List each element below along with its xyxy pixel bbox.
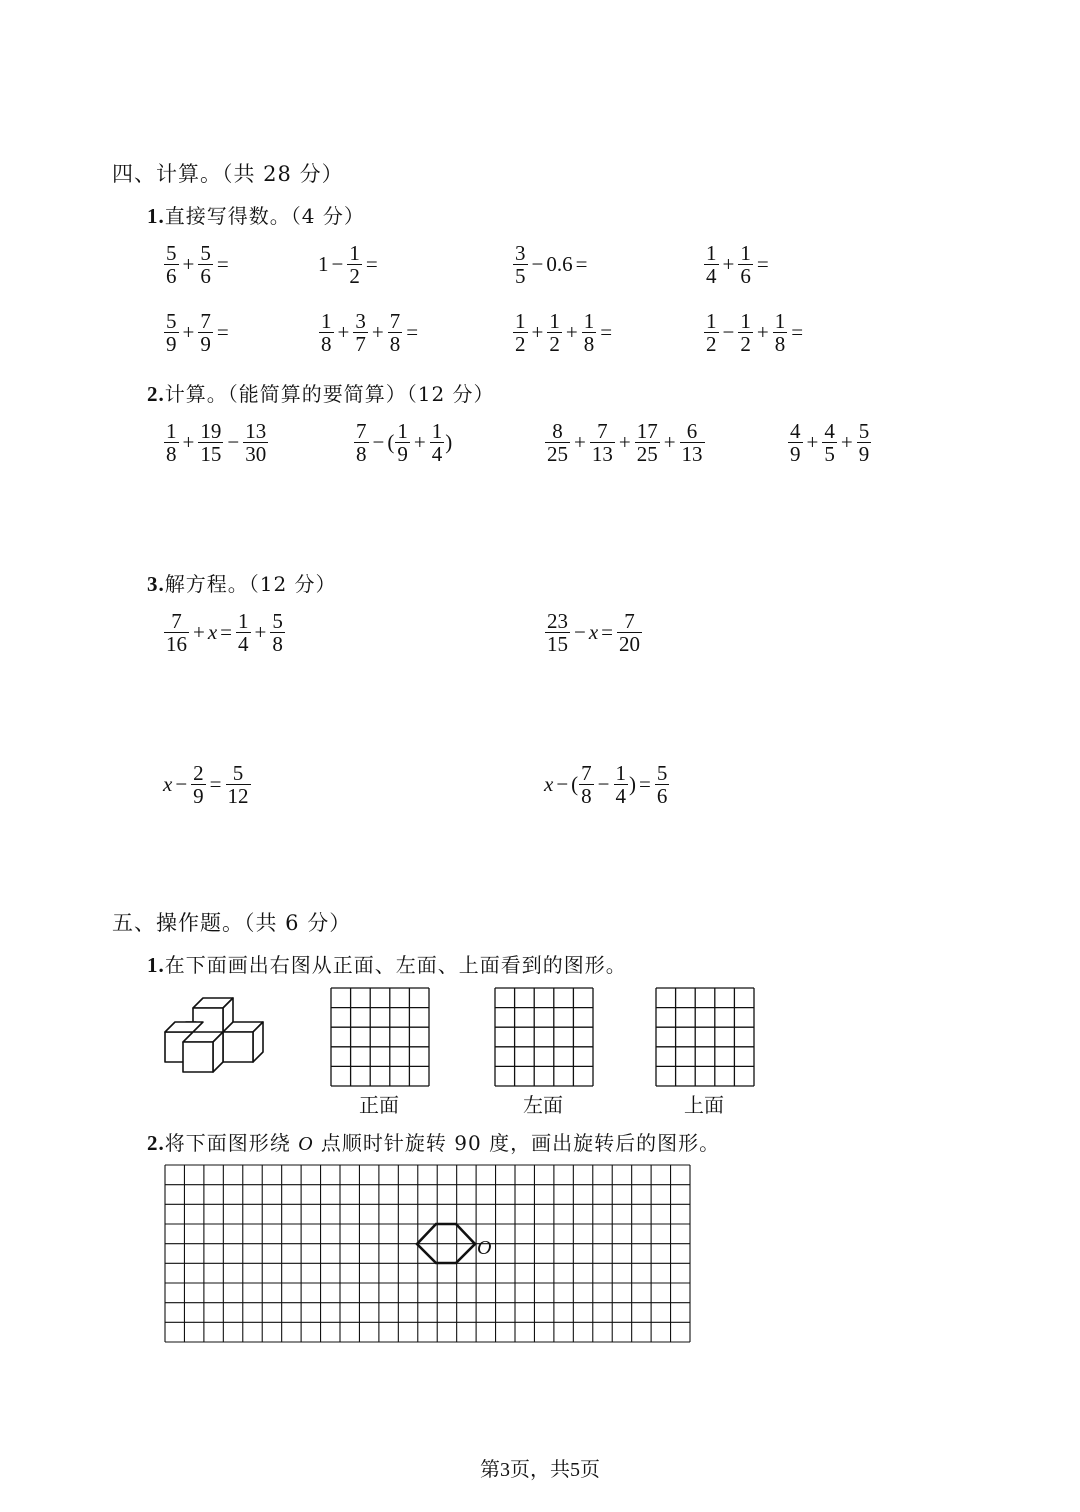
question-number: 2. (147, 382, 165, 406)
fraction: $\frac{5}{6}$ (166, 241, 177, 288)
fraction: $\frac{1}{2}$ (349, 241, 360, 288)
equation: x − ( $\frac{7}{8}$ − $\frac{1}{4}$ ) = $\frac{5}{6}$ (544, 761, 668, 808)
fraction: $\frac{7}{9}$ (200, 309, 211, 356)
front-view-label: 正面 (359, 1093, 399, 1117)
fraction: $\frac{19}{15}$ (200, 419, 222, 466)
expression: $\frac{1}{2}$ + $\frac{1}{2}$ + $\frac{1}{8}$ = (515, 309, 613, 356)
fraction: $\frac{1}{8}$ (774, 309, 786, 356)
fraction: $\frac{3}{5}$ (515, 241, 526, 288)
fraction: $\frac{4}{9}$ (790, 419, 801, 466)
cube-stack-figure (160, 990, 275, 1075)
point-o-label: O (477, 1237, 492, 1259)
left-view-grid[interactable] (494, 987, 594, 1087)
fraction: $\frac{5}{9}$ (166, 309, 177, 356)
equation: x − $\frac{2}{9}$ = $\frac{5}{12}$ (163, 761, 249, 808)
question-1-title (147, 200, 365, 229)
fraction: $\frac{5}{6}$ (200, 241, 211, 288)
fraction: $\frac{1}{8}$ (583, 309, 595, 356)
question-text: 解方程。（12 分） (164, 572, 337, 596)
question-text: 计算。（能简算的要简算）（12 分） (164, 382, 495, 406)
page-footer: 第3页，共5页 (480, 1459, 600, 1481)
fraction: $\frac{1}{2}$ (549, 309, 560, 356)
fraction: $\frac{5}{9}$ (858, 419, 870, 466)
fraction: $\frac{1}{8}$ (321, 309, 332, 356)
operation-question-2-title (147, 1127, 720, 1156)
operation-question-1-title (147, 949, 627, 978)
question-text: 将下面图形绕 (164, 1131, 299, 1155)
fraction: $\frac{13}{30}$ (245, 419, 267, 466)
expression: $\frac{1}{8}$ + $\frac{19}{15}$ − $\frac{13}{30}$ (166, 419, 267, 466)
expression: $\frac{1}{8}$ + $\frac{3}{7}$ + $\frac{7}{8}$ = (321, 309, 419, 356)
point-o-ref: O (298, 1133, 314, 1155)
fraction: $\frac{1}{4}$ (431, 419, 443, 466)
fraction: $\frac{1}{2}$ (706, 309, 717, 356)
question-number: 3. (147, 572, 165, 596)
fraction: $\frac{7}{16}$ (166, 609, 187, 656)
fraction: $\frac{7}{8}$ (581, 761, 592, 808)
fraction: $\frac{23}{15}$ (547, 609, 568, 656)
fraction: $\frac{1}{4}$ (706, 241, 717, 288)
fraction: $\frac{4}{5}$ (824, 419, 835, 466)
fraction: $\frac{1}{6}$ (740, 241, 751, 288)
expression: $\frac{1}{2}$ − $\frac{1}{2}$ + $\frac{1}{8}$ = (706, 309, 804, 356)
fraction: $\frac{5}{12}$ (227, 761, 249, 808)
fraction: $\frac{17}{25}$ (636, 419, 658, 466)
top-view-label: 上面 (684, 1093, 724, 1117)
question-number: 2. (147, 1131, 165, 1155)
expression: $\frac{1}{4}$ + $\frac{1}{6}$ = (706, 241, 769, 288)
equation: $\frac{7}{16}$ + x = $\frac{1}{4}$ + $\frac{5}{8}$ (166, 609, 283, 656)
fraction: $\frac{7}{8}$ (389, 309, 401, 356)
fraction: $\frac{7}{20}$ (619, 609, 641, 656)
expression: $\frac{4}{9}$ + $\frac{4}{5}$ + $\frac{5}{9}$ (790, 419, 870, 466)
fraction: $\frac{1}{4}$ (238, 609, 249, 656)
question-text: 在下面画出右图从正面、左面、上面看到的图形。 (164, 953, 627, 977)
top-view-grid[interactable] (655, 987, 755, 1087)
expression: 1 − $\frac{1}{2}$ = (318, 241, 378, 288)
front-view-grid[interactable] (330, 987, 430, 1087)
expression: $\frac{7}{8}$ − ( $\frac{1}{9}$ + $\frac{1}{4}$ ) (356, 419, 453, 466)
rotation-grid[interactable] (164, 1164, 692, 1344)
expression: $\frac{5}{6}$ + $\frac{5}{6}$ = (166, 241, 229, 288)
fraction: $\frac{1}{2}$ (740, 309, 751, 356)
equation: $\frac{23}{15}$ − x = $\frac{7}{20}$ (547, 609, 641, 656)
fraction: $\frac{2}{9}$ (193, 761, 204, 808)
fraction: $\frac{8}{25}$ (547, 419, 568, 466)
expression: $\frac{3}{5}$ − 0.6 = (515, 241, 588, 288)
question-text: 点顺时针旋转 90 度，画出旋转后的图形。 (313, 1131, 721, 1155)
section-4-title: 四、计算。（共 28 分） (112, 162, 344, 186)
question-number: 1. (147, 204, 165, 228)
fraction: $\frac{3}{7}$ (355, 309, 366, 356)
question-2-title (147, 378, 495, 407)
left-view-label: 左面 (523, 1093, 563, 1117)
question-3-title (147, 568, 337, 597)
fraction: $\frac{7}{13}$ (591, 419, 613, 466)
question-number: 1. (147, 953, 165, 977)
expression: $\frac{5}{9}$ + $\frac{7}{9}$ = (166, 309, 229, 356)
fraction: $\frac{7}{8}$ (356, 419, 367, 466)
fraction: $\frac{6}{13}$ (681, 419, 703, 466)
fraction: $\frac{1}{8}$ (166, 419, 177, 466)
fraction: $\frac{1}{2}$ (515, 309, 526, 356)
fraction: $\frac{5}{6}$ (656, 761, 668, 808)
section-5-title: 五、操作题。（共 6 分） (112, 911, 352, 935)
fraction: $\frac{5}{8}$ (272, 609, 283, 656)
question-text: 直接写得数。（4 分） (164, 204, 365, 228)
expression: $\frac{8}{25}$ + $\frac{7}{13}$ + $\frac{17}{25}$ + $\frac{6}{13}$ (547, 419, 703, 466)
fraction: $\frac{1}{9}$ (397, 419, 408, 466)
fraction: $\frac{1}{4}$ (615, 761, 627, 808)
